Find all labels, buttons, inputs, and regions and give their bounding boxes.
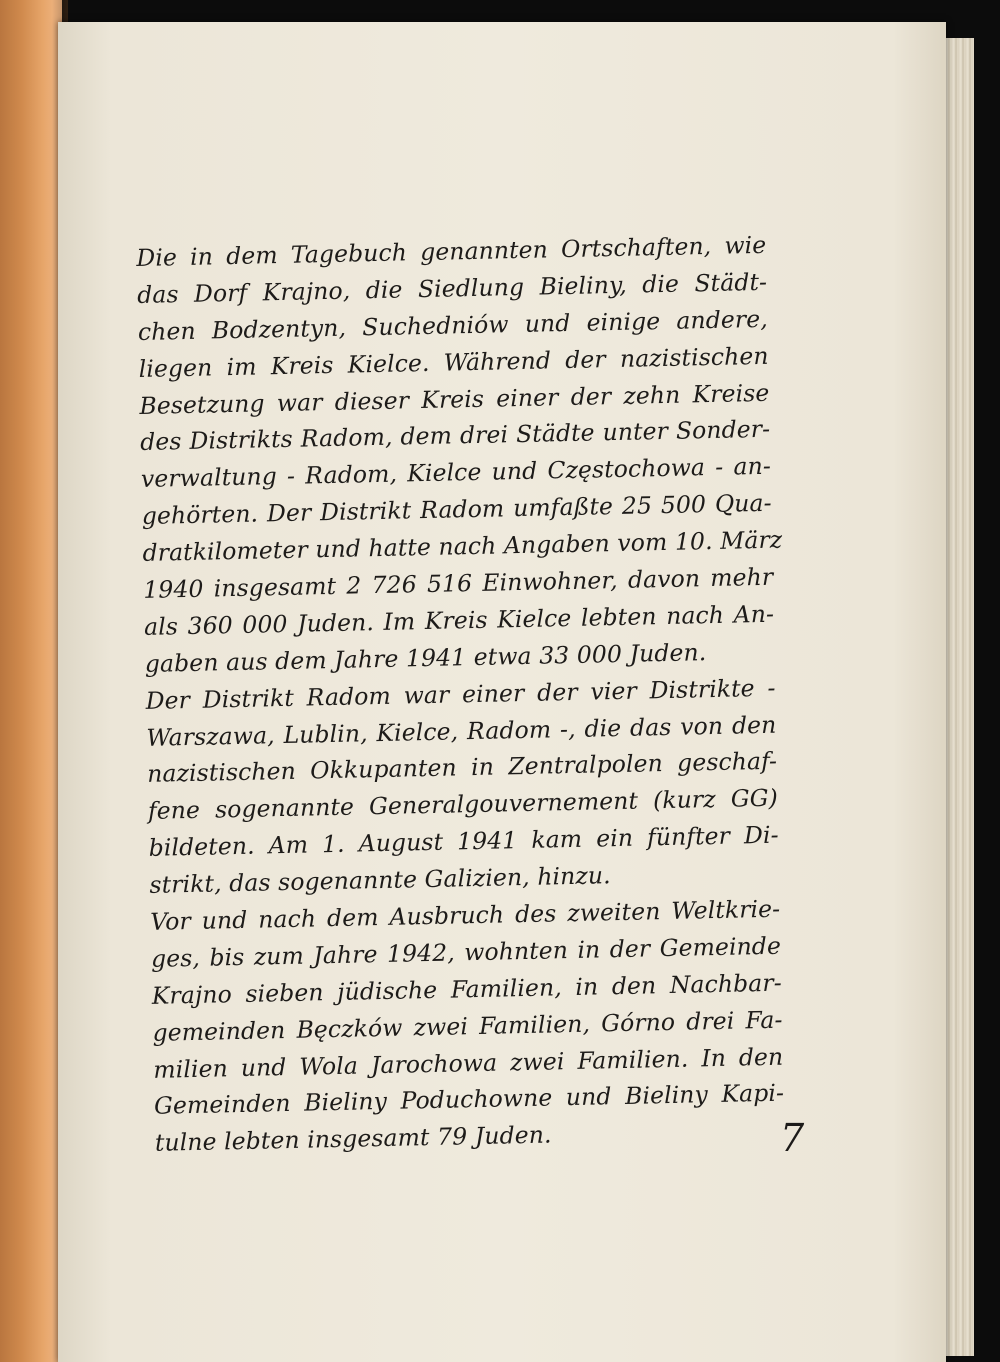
text-line: Die in dem Tagebuch genannten Ortschaften, wie <box>136 230 767 272</box>
text-line: chen Bodzentyn, Suchedniów und einige andere, <box>137 304 769 346</box>
text-line: Besetzung war dieser Kreis einer der zehn Kreise <box>139 378 770 420</box>
text-line: dratkilometer und hatte nach Angaben vom 10. März <box>142 525 783 568</box>
text-line: gehörten. Der Distrikt Radom umfaßte 25 500 Qua- <box>141 488 772 531</box>
text-line: des Distrikts Radom, dem drei Städte unter Sonder- <box>139 415 771 457</box>
text-line: gemeinden Bęczków zwei Familien, Górno drei Fa- <box>152 1005 783 1047</box>
text-line: als 360 000 Juden. Im Kreis Kielce lebten nach An- <box>143 599 775 641</box>
text-line: strikt, das sogenannte Galizien, hinzu. <box>149 861 611 899</box>
text-line: nazistischen Okkupanten in Zentralpolen geschaf- <box>146 747 778 789</box>
text-line: ges, bis zum Jahre 1942, wohnten in der Gemeinde <box>150 931 782 973</box>
text-line: gaben aus dem Jahre 1941 etwa 33 000 Juden. <box>144 637 707 678</box>
text-line: tulne lebten insgesamt 79 Juden. <box>154 1120 552 1158</box>
text-line: 1940 insgesamt 2 726 516 Einwohner, davon mehr <box>143 562 774 604</box>
text-line: fene sogenannte Generalgouvernement (kurz GG) <box>147 784 779 826</box>
text-line: milien und Wola Jarochowa zwei Familien. In den <box>153 1042 784 1084</box>
text-line: Vor und nach dem Ausbruch des zweiten Weltkrie- <box>149 894 781 936</box>
text-line: das Dorf Krajno, die Siedlung Bieliny, die Städt- <box>136 267 768 309</box>
page-number: 7 <box>780 1116 805 1160</box>
text-line: verwaltung - Radom, Kielce und Częstochowa - an- <box>140 452 772 494</box>
text-line: Gemeinden Bieliny Poduchowne und Bieliny Kapi- <box>153 1079 785 1121</box>
text-line: Krajno sieben jüdische Familien, in den Nachbar- <box>151 968 782 1010</box>
text-line: bildeten. Am 1. August 1941 kam ein fünfter Di- <box>148 820 779 863</box>
text-line: Warszawa, Lublin, Kielce, Radom -, die das von den <box>146 710 777 752</box>
text-line: Der Distrikt Radom war einer der vier Distrikte - <box>145 673 776 715</box>
body-text <box>136 227 785 1162</box>
text-line: liegen im Kreis Kielce. Während der nazistischen <box>138 341 769 383</box>
